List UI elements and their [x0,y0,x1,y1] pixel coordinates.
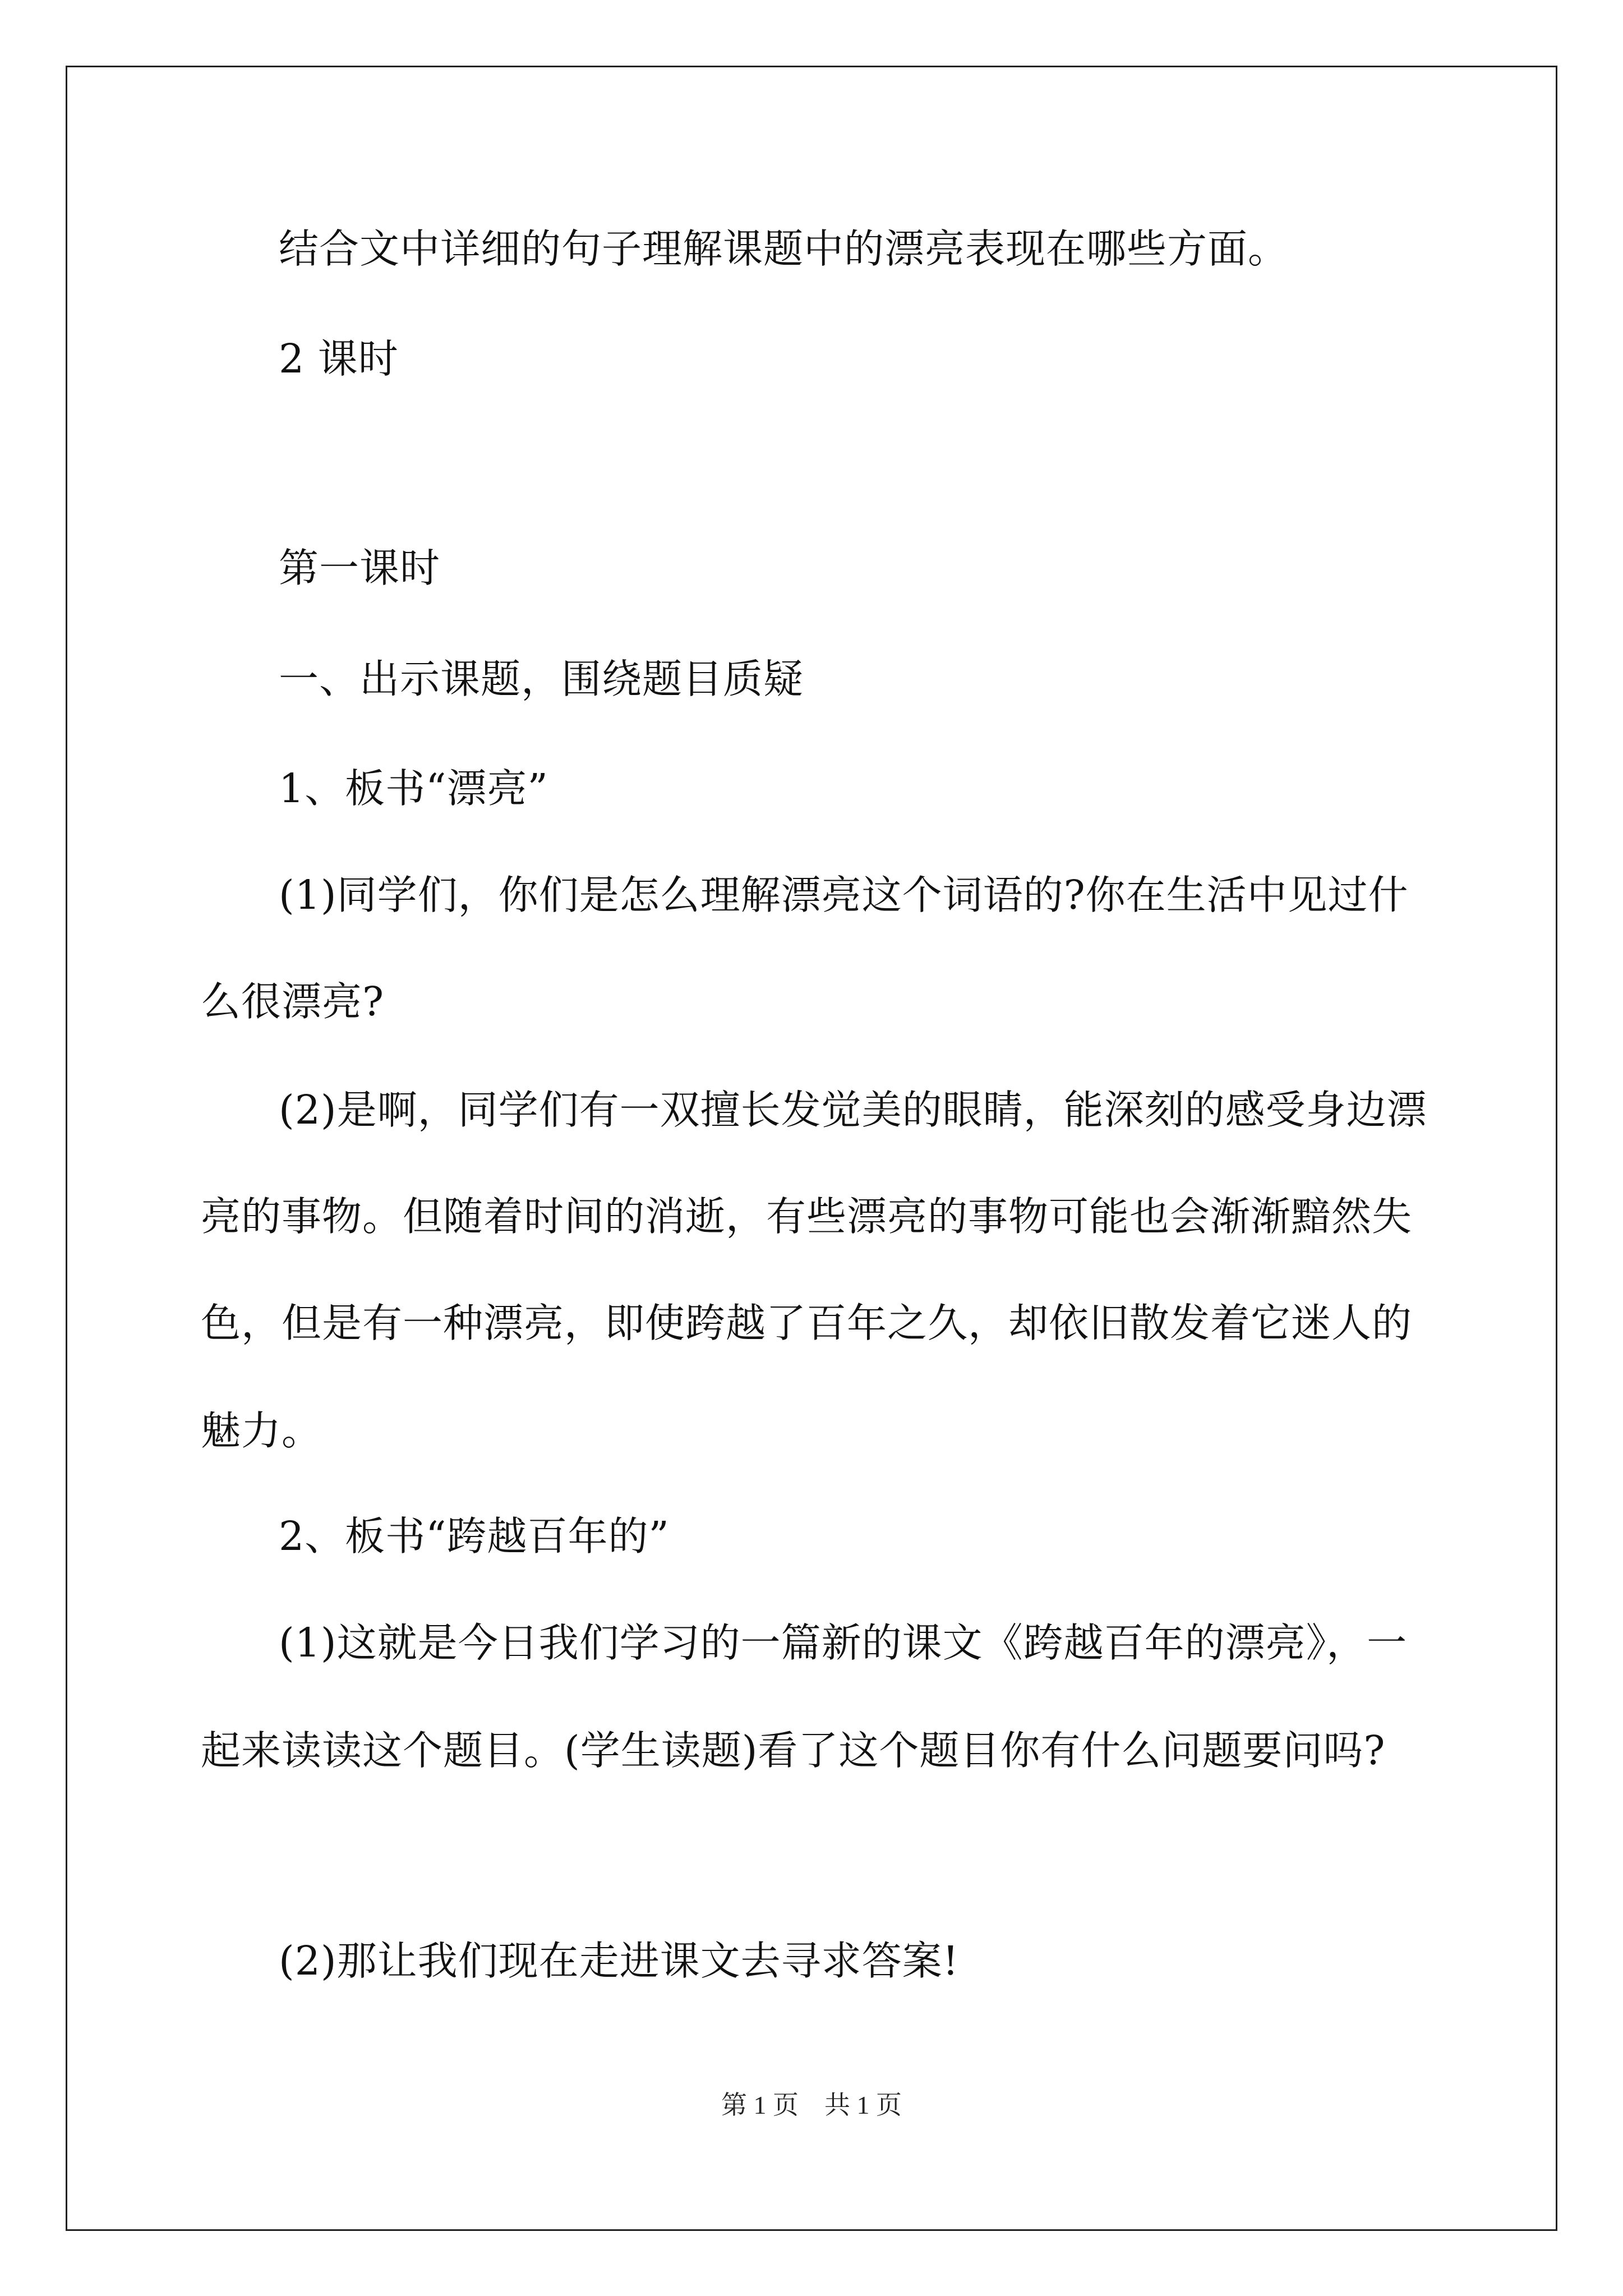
section-heading-1: 一、出示课题，围绕题目质疑 [279,656,804,702]
text-line-2: 2 课时 [279,335,399,382]
subheading-2: 2、板书“跨越百年的” [279,1513,670,1559]
text-line-6: (1)同学们，你们是怎么理解漂亮这个词语的?你在生活中见过什 [279,872,1409,918]
page-border [66,66,1557,2231]
text-line-9: 亮的事物。但随着时间的消逝，有些漂亮的事物可能也会渐渐黯然失 [201,1193,1413,1240]
text-line-10: 色，但是有一种漂亮，即使跨越了百年之久，却依旧散发着它迷人的 [201,1300,1413,1346]
heading-first-lesson: 第一课时 [279,545,441,591]
page-number-footer: 第 1 页 共 1 页 [721,2091,902,2119]
text-line-14: 起来读读这个题目。(学生读题)看了这个题目你有什么问题要问吗? [201,1727,1386,1774]
text-line-13: (1)这就是今日我们学习的一篇新的课文《跨越百年的漂亮》，一 [279,1619,1408,1666]
text-line-15: (2)那让我们现在走进课文去寻求答案! [279,1938,960,1984]
text-line-1: 结合文中详细的句子理解课题中的漂亮表现在哪些方面。 [279,226,1289,272]
text-line-8: (2)是啊，同学们有一双擅长发觉美的眼睛，能深刻的感受身边漂 [279,1087,1427,1133]
text-line-7: 么很漂亮? [201,978,385,1025]
text-line-11: 魅力。 [201,1407,322,1454]
subheading-1: 1、板书“漂亮” [279,765,548,812]
